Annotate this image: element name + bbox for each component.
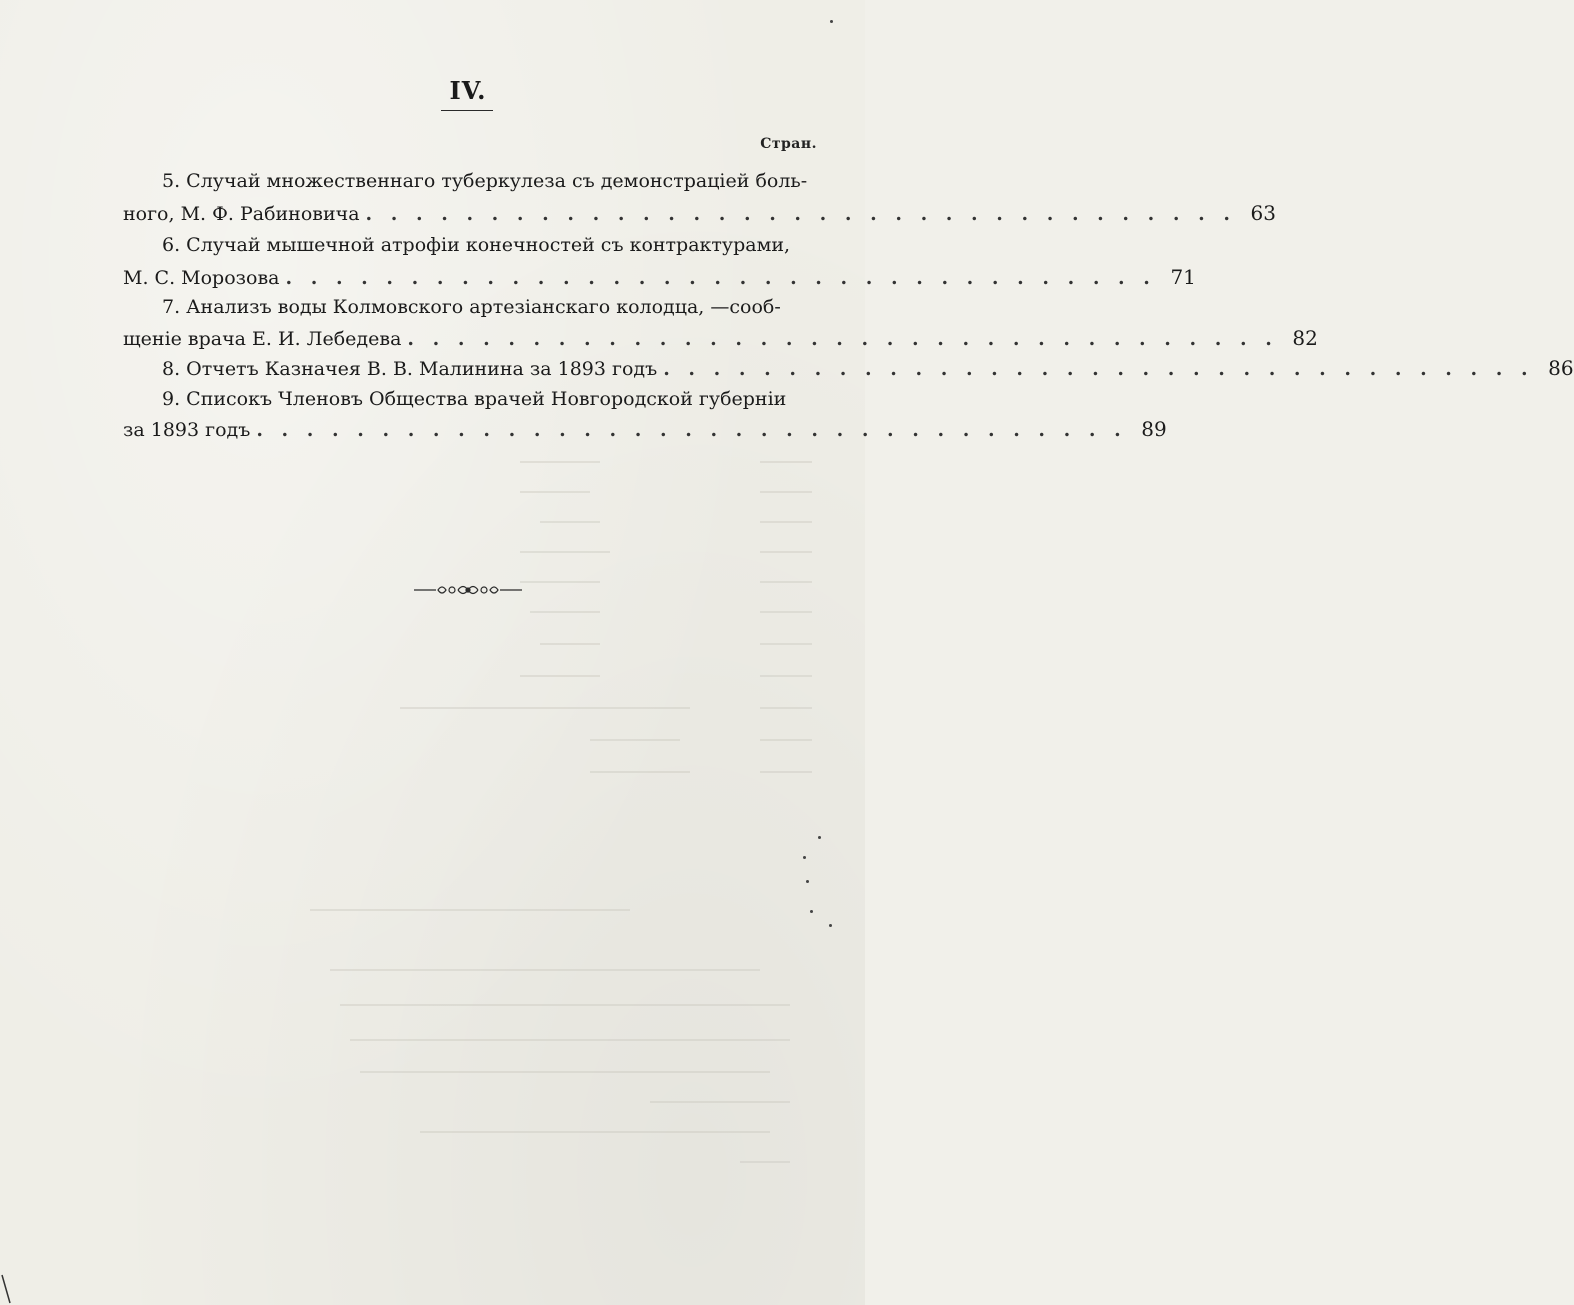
toc-entry-7-line1: 7. Анализъ воды Колмовского артезіанскаго колодца, —сооб- (162, 296, 781, 318)
leader-dots: . . . . . . . . . . . . . . . . . . . . . . . . . . . . . . . . . . . (285, 267, 1156, 289)
toc-entry-5-page: 63 (1250, 201, 1276, 225)
toc-entry-5-line2 (123, 198, 1276, 228)
toc-entry-5-author: ного, М. Ф. Рабиновича (123, 203, 360, 225)
toc-entry-7-page: 82 (1292, 326, 1318, 350)
toc-entry-5-line1: 5. Случай множественнаго туберкулеза съ демонстраціей боль- (162, 170, 808, 192)
toc-entry-8-page: 86 (1548, 356, 1574, 380)
toc-entry-9-author: за 1893 годъ (123, 419, 251, 441)
page-number: IV. (449, 76, 487, 105)
page-corner-mark (0, 1265, 40, 1305)
toc-entry-8-title: 8. Отчетъ Казначея В. В. Малинина за 1893 годъ (162, 358, 658, 380)
column-header-page: Стран. (760, 136, 817, 152)
toc-entry-8 (162, 353, 1574, 383)
toc-entry-9-line1: 9. Списокъ Членовъ Общества врачей Новгородской губерніи (162, 388, 787, 410)
toc-entry-6-line2 (123, 262, 1196, 292)
toc-entry-6-author: М. С. Морозова (123, 267, 280, 289)
page-number-rule (441, 110, 493, 111)
leader-dots: . . . . . . . . . . . . . . . . . . . . . . . . . . . . . . . . . . . (365, 203, 1236, 225)
leader-dots: . . . . . . . . . . . . . . . . . . . . . . . . . . . . . . . . . . . (407, 328, 1278, 350)
leader-dots: . . . . . . . . . . . . . . . . . . . . . . . . . . . . . . . . . . . (663, 358, 1534, 380)
toc-entry-7-author: щеніе врача Е. И. Лебедева (123, 328, 402, 350)
leader-dots: . . . . . . . . . . . . . . . . . . . . . . . . . . . . . . . . . . . (256, 419, 1127, 441)
toc-entry-6-page: 71 (1170, 265, 1196, 289)
toc-entry-6-line1: 6. Случай мышечной атрофіи конечностей съ контрактурами, (162, 234, 791, 256)
ornament-divider (412, 583, 524, 597)
toc-entry-7-line2 (123, 323, 1318, 353)
toc-entry-9-line2 (123, 414, 1167, 444)
toc-entry-9-page: 89 (1141, 417, 1167, 441)
